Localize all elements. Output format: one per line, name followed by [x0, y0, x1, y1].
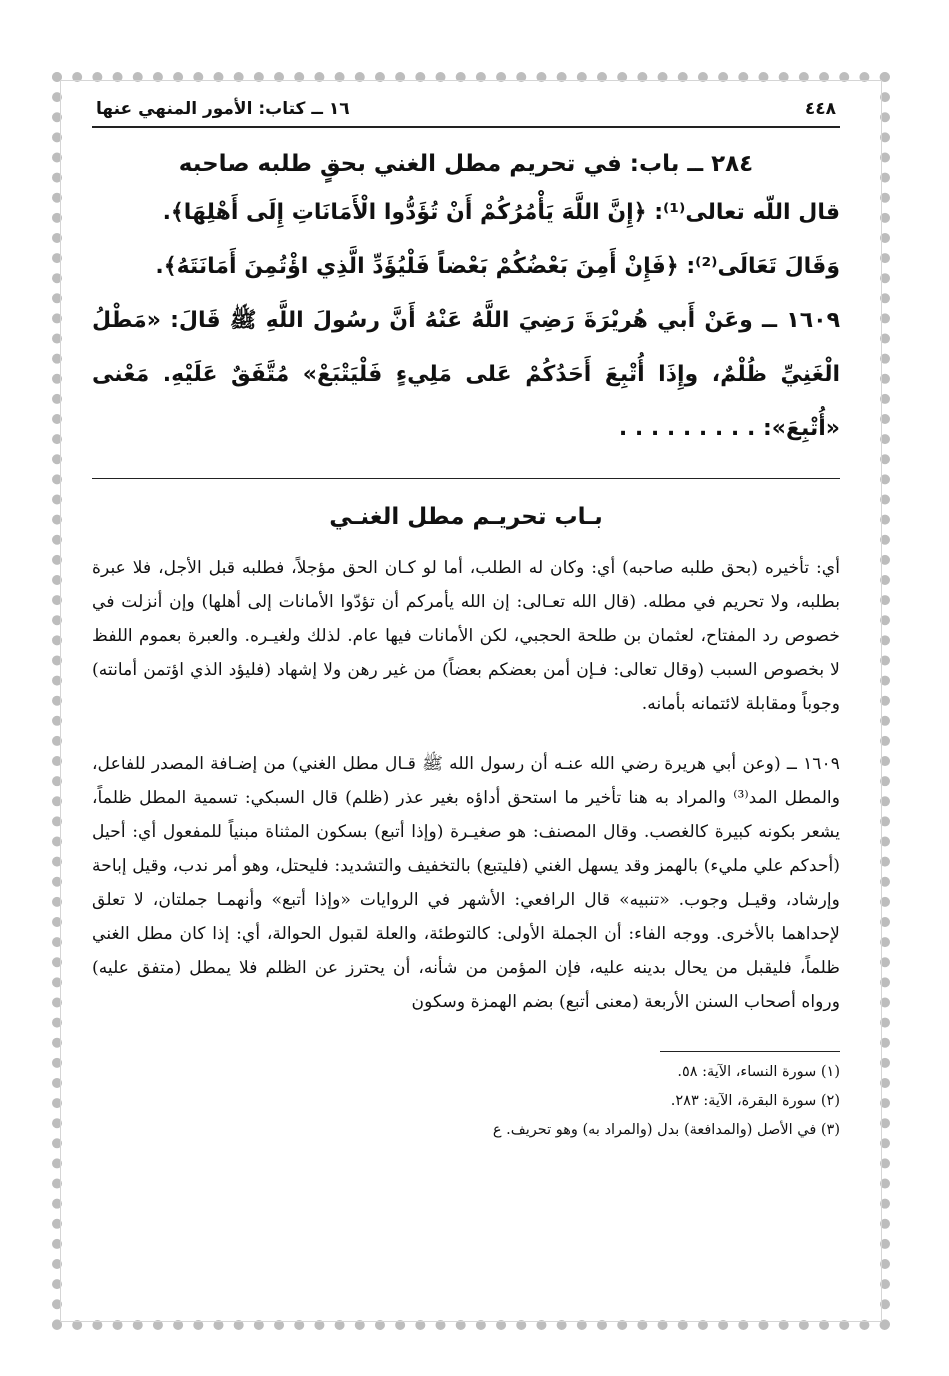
hadith-text: ١٦٠٩ ــ وعَنْ أَبي هُريْرَةَ رَضِيَ اللَّهُ عَنْهُ أَنَّ رسُولَ اللَّهِ ﷺ قَالَ: «مَطْلُ الْغَنِيِّ ظُلْمٌ، وإِذَا أُتْبِعَ أَحَدُكُمْ عَلى مَلِيءٍ فَلْيَتْبَعْ» مُتَّفَقٌ عَلَيْهِ. مَعْنى «أُتْبِعَ»: . . . . . . . . .	[92, 308, 840, 441]
section-divider	[92, 478, 840, 479]
running-head	[92, 92, 840, 128]
commentary-paragraph-1: أي: تأخيره (بحق طلبه صاحبه) أي: وكان له الطلب، أما لو كـان الحق مؤجلاً، فطلبه قبل الأجل، فلا عبرة بطلبه، ولا تحريم في مطله. (قال الله تعـالى: إن الله يأمركم أن تؤدّوا الأمانات إلى أهلها) وإن أنزلت في خصوص رد المفتاح، لعثمان بن طلحة الحجبي، لكن الأمانات فيها عام. لذلك ولغيـره. والعبرة بعموم اللفظ لا بخصوص السبب (وقال تعالى: فـإن أمن بعضكم بعضاً) من غير رهن ولا إشهاد (فليؤد الذي اؤتمن أمانته) وجوباً ومقابلة لائتمانه بأمانه.	[92, 558, 840, 714]
footnote: (١) سورة النساء، الآية: ٥٨.	[677, 1064, 840, 1080]
quran-verse-2: وَقَالَ تَعَالَى⁽²⁾: ﴿فَإِنْ أَمِنَ بَعْضُكُمْ بَعْضاً فَلْيُؤَدِّ الَّذِي اؤْتُمِنَ أَمَانَتَهُ﴾.	[155, 254, 840, 279]
footnote: (٢) سورة البقرة، الآية: ٢٨٣.	[670, 1093, 840, 1109]
footnotes	[92, 1058, 840, 1145]
footnote-rule	[660, 1051, 840, 1052]
commentary-paragraph-2: ١٦٠٩ ــ (وعن أبي هريرة رضي الله عنـه أن رسول الله ﷺ قـال مطل الغني) من إضـافة المصدر للفاعل، والمطل المد⁽³⁾ والمراد به هنا تأخير ما استحق أداؤه بغير عذر (ظلم) قال السبكي: تسمية المطل ظلماً، يشعر بكونه كبيرة كالغصب. وقال المصنف: هو صغيـرة (وإذا أتبع) بسكون المثناة مبنياً للمفعول أي: أحيل (أحدكم علي مليء) بالهمز وقد يسهل الغني (فليتبع) بالتخفيف والتشديد: فليحتل، وهو أمر ندب، وقيل إباحة وإرشاد، وقيـل وجوب. «تنبيه» قال الرافعي: الأشهر في الروايات «وإذا أتبع» وأنهمـا جملتان، لا تعلق لإحداهما بالأخرى. ووجه الفاء: أن الجملة الأولى: كالتوطئة، والعلة لقبول الحوالة، أي: إذا كان مطل الغني ظلماً، فليقبل من يحال بدينه عليه، فإن المؤمن من شأنه، أن يحترز عن الظلم فلا يمطل (متفق عليه) ورواه أصحاب السنن الأربعة (معنى أتبع) بضم الهمزة وسكون	[92, 754, 841, 1012]
commentary-title: بـاب تحريـم مطل الغنـي	[329, 504, 603, 530]
book-title: ١٦ ــ كتاب: الأمور المنهي عنها	[96, 99, 350, 119]
quran-verse-1: قال اللّه تعالى⁽¹⁾: ﴿إِنَّ اللَّهَ يَأْمُرُكُمْ أَنْ تُؤَدُّوا الْأَمَانَاتِ إِلَى أَهْلِهَا﴾.	[162, 200, 840, 225]
page	[92, 92, 840, 1292]
footnote: (٣) في الأصل (والمدافعة) بدل (والمراد به) وهو تحريف. ع	[492, 1122, 840, 1138]
chapter-title: ٢٨٤ ــ باب: في تحريم مطل الغني بحقٍ طلبه صاحبه	[178, 151, 754, 177]
page-number: ٤٤٨	[804, 99, 836, 119]
